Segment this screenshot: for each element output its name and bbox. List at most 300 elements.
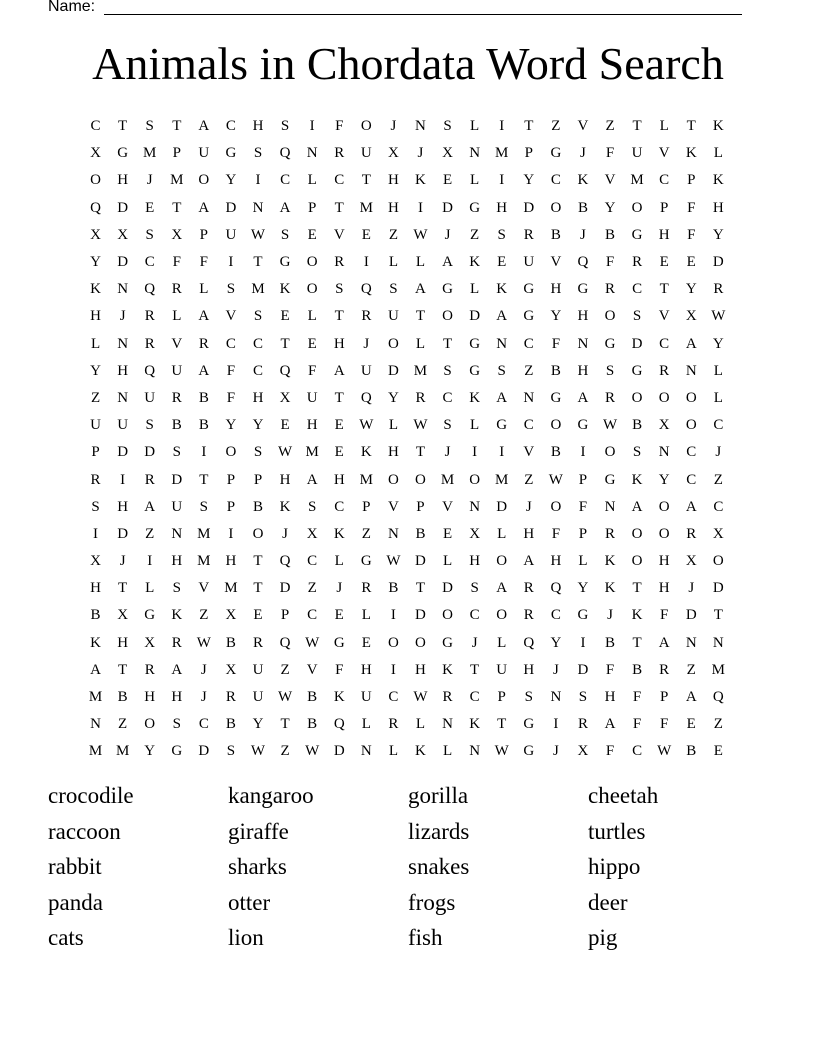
grid-letter: L bbox=[713, 145, 723, 162]
grid-letter: L bbox=[442, 553, 453, 570]
grid-letter: G bbox=[496, 417, 508, 434]
grid-letter: S bbox=[280, 226, 290, 243]
grid-letter: F bbox=[335, 118, 344, 135]
grid-letter: A bbox=[496, 308, 508, 325]
grid-letter: R bbox=[686, 525, 697, 542]
grid-letter: F bbox=[660, 607, 669, 624]
grid-letter: A bbox=[144, 498, 156, 515]
grid-letter: T bbox=[524, 118, 534, 135]
grid-letter: R bbox=[713, 281, 724, 298]
grid-letter: A bbox=[198, 362, 210, 379]
grid-letter: G bbox=[523, 743, 535, 760]
grid-letter: H bbox=[117, 498, 129, 515]
grid-letter: D bbox=[442, 199, 453, 216]
grid-letter: N bbox=[252, 199, 264, 216]
grid-letter: O bbox=[631, 553, 643, 570]
grid-letter: C bbox=[686, 444, 697, 461]
grid-letter: X bbox=[117, 607, 129, 624]
grid-letter: T bbox=[253, 553, 263, 570]
grid-letter: C bbox=[469, 689, 480, 706]
grid-letter: H bbox=[171, 553, 183, 570]
grid-letter: H bbox=[360, 661, 372, 678]
grid-row bbox=[82, 738, 732, 765]
grid-letter: D bbox=[496, 498, 508, 515]
grid-letter: S bbox=[578, 689, 588, 706]
grid-row bbox=[82, 358, 732, 385]
grid-letter: W bbox=[413, 226, 428, 243]
grid-letter: S bbox=[632, 308, 642, 325]
grid-letter: R bbox=[577, 716, 588, 733]
grid-letter: H bbox=[252, 118, 264, 135]
grid-letter: X bbox=[144, 634, 156, 651]
grid-letter: O bbox=[604, 444, 616, 461]
grid-letter: M bbox=[495, 145, 509, 162]
grid-letter: Q bbox=[333, 716, 345, 733]
grid-letter: L bbox=[388, 743, 398, 760]
grid-letter: Y bbox=[658, 471, 670, 488]
grid-letter: E bbox=[361, 226, 371, 243]
grid-letter: T bbox=[334, 389, 344, 406]
grid-letter: C bbox=[550, 607, 561, 624]
grid-letter: P bbox=[226, 498, 236, 515]
grid-letter: G bbox=[469, 199, 481, 216]
grid-letter: P bbox=[253, 471, 263, 488]
grid-letter: P bbox=[199, 226, 209, 243]
grid-letter: D bbox=[415, 553, 426, 570]
grid-letter: W bbox=[250, 743, 266, 760]
grid-letter: R bbox=[523, 226, 534, 243]
grid-letter: V bbox=[523, 444, 535, 461]
grid-letter: N bbox=[712, 634, 724, 651]
grid-letter: S bbox=[226, 743, 236, 760]
grid-letter: Y bbox=[225, 172, 237, 189]
grid-letter: J bbox=[444, 226, 451, 243]
grid-letter: M bbox=[630, 172, 644, 189]
grid-letter: W bbox=[657, 743, 672, 760]
grid-letter: S bbox=[145, 118, 154, 135]
grid-letter: F bbox=[307, 362, 317, 379]
grid-letter: G bbox=[469, 335, 481, 352]
grid-letter: O bbox=[387, 634, 399, 651]
grid-letter: H bbox=[658, 553, 670, 570]
grid-letter: B bbox=[577, 199, 588, 216]
grid-letter: U bbox=[496, 661, 508, 678]
grid-letter: O bbox=[415, 471, 426, 488]
grid-letter: O bbox=[306, 281, 318, 298]
grid-row bbox=[82, 494, 732, 521]
grid-letter: J bbox=[119, 308, 126, 325]
grid-letter: R bbox=[388, 716, 399, 733]
grid-letter: T bbox=[632, 634, 642, 651]
grid-letter: I bbox=[255, 172, 261, 189]
grid-letter: S bbox=[470, 580, 479, 597]
grid-letter: Y bbox=[577, 580, 589, 597]
grid-letter: O bbox=[658, 525, 670, 542]
grid-letter: T bbox=[632, 118, 642, 135]
name-field bbox=[48, 0, 742, 17]
grid-letter: T bbox=[172, 199, 182, 216]
grid-letter: K bbox=[415, 743, 426, 760]
grid-letter: R bbox=[225, 689, 236, 706]
grid-letter: R bbox=[144, 308, 155, 325]
grid-letter: D bbox=[712, 580, 724, 597]
grid-letter: I bbox=[390, 661, 396, 678]
grid-letter: X bbox=[279, 389, 291, 406]
grid-letter: X bbox=[306, 525, 318, 542]
name-label: Name: bbox=[48, 0, 96, 15]
grid-letter: G bbox=[631, 362, 643, 379]
grid-letter: B bbox=[117, 689, 128, 706]
grid-letter: P bbox=[172, 145, 181, 162]
grid-letter: S bbox=[253, 308, 263, 325]
grid-letter: F bbox=[687, 226, 696, 243]
grid-letter: K bbox=[712, 118, 724, 135]
grid-letter: C bbox=[550, 172, 561, 189]
grid-letter: C bbox=[280, 172, 291, 189]
grid-letter: A bbox=[685, 498, 697, 515]
grid-letter: D bbox=[117, 444, 129, 461]
grid-letter: K bbox=[442, 661, 453, 678]
grid-letter: D bbox=[144, 444, 156, 461]
grid-letter: C bbox=[307, 607, 318, 624]
grid-letter: R bbox=[171, 281, 182, 298]
grid-letter: R bbox=[632, 254, 643, 271]
grid-letter: O bbox=[387, 335, 399, 352]
grid-letter: H bbox=[523, 525, 535, 542]
grid-letter: D bbox=[523, 199, 535, 216]
grid-letter: X bbox=[387, 145, 399, 162]
grid-letter: A bbox=[198, 199, 210, 216]
grid-letter: T bbox=[199, 471, 209, 488]
grid-letter: K bbox=[469, 254, 481, 271]
grid-letter: P bbox=[280, 607, 290, 624]
grid-letter: C bbox=[388, 689, 399, 706]
grid-letter: L bbox=[307, 308, 317, 325]
grid-letter: C bbox=[523, 335, 534, 352]
grid-letter: J bbox=[471, 634, 478, 651]
grid-letter: L bbox=[415, 335, 426, 352]
word-list-item: lion bbox=[228, 925, 264, 951]
grid-letter: O bbox=[442, 607, 453, 624]
grid-letter: H bbox=[90, 580, 101, 597]
grid-letter: Q bbox=[360, 389, 372, 406]
grid-letter: O bbox=[631, 525, 643, 542]
grid-letter: X bbox=[685, 308, 697, 325]
grid-letter: C bbox=[307, 553, 318, 570]
grid-letter: L bbox=[90, 335, 101, 352]
grid-letter: V bbox=[333, 226, 345, 243]
grid-letter: J bbox=[552, 743, 559, 760]
grid-letter: B bbox=[307, 689, 318, 706]
grid-letter: J bbox=[688, 580, 695, 597]
grid-letter: W bbox=[278, 444, 293, 461]
grid-letter: S bbox=[632, 444, 642, 461]
grid-letter: C bbox=[713, 417, 724, 434]
grid-letter: I bbox=[553, 716, 559, 733]
grid-letter: R bbox=[659, 661, 670, 678]
grid-letter: E bbox=[686, 254, 696, 271]
grid-letter: N bbox=[117, 281, 129, 298]
word-list-item: rabbit bbox=[48, 854, 102, 880]
grid-letter: I bbox=[472, 444, 478, 461]
grid-letter: Z bbox=[90, 389, 101, 406]
grid-row bbox=[82, 140, 732, 167]
grid-letter: L bbox=[361, 716, 371, 733]
grid-letter: X bbox=[469, 525, 481, 542]
grid-letter: A bbox=[658, 634, 670, 651]
grid-letter: G bbox=[550, 389, 562, 406]
grid-letter: T bbox=[415, 308, 426, 325]
grid-letter: O bbox=[469, 471, 481, 488]
grid-letter: Q bbox=[279, 634, 291, 651]
grid-letter: W bbox=[359, 417, 374, 434]
grid-letter: D bbox=[171, 471, 183, 488]
grid-letter: J bbox=[417, 145, 424, 162]
grid-letter: L bbox=[470, 417, 480, 434]
grid-letter: I bbox=[228, 525, 234, 542]
grid-letter: L bbox=[388, 254, 398, 271]
word-list-item: hippo bbox=[588, 854, 641, 880]
grid-letter: G bbox=[171, 743, 183, 760]
grid-letter: A bbox=[577, 389, 589, 406]
grid-letter: X bbox=[117, 226, 129, 243]
grid-letter: B bbox=[198, 389, 209, 406]
grid-letter: U bbox=[360, 145, 372, 162]
grid-letter: G bbox=[631, 226, 643, 243]
grid-letter: X bbox=[225, 661, 237, 678]
grid-letter: U bbox=[252, 661, 264, 678]
grid-letter: Y bbox=[550, 634, 562, 651]
grid-letter: A bbox=[415, 281, 426, 298]
grid-letter: E bbox=[145, 199, 155, 216]
grid-letter: H bbox=[577, 362, 589, 379]
grid-letter: U bbox=[631, 145, 643, 162]
grid-letter: C bbox=[90, 118, 101, 135]
grid-letter: C bbox=[225, 335, 236, 352]
grid-letter: J bbox=[580, 145, 586, 162]
grid-letter: A bbox=[198, 118, 210, 135]
grid-letter: A bbox=[496, 389, 508, 406]
grid-letter: Y bbox=[550, 308, 562, 325]
grid-letter: N bbox=[442, 716, 453, 733]
grid-letter: C bbox=[659, 172, 670, 189]
name-underline bbox=[104, 14, 742, 15]
grid-letter: H bbox=[496, 199, 508, 216]
grid-letter: O bbox=[685, 417, 697, 434]
grid-letter: U bbox=[360, 689, 372, 706]
grid-letter: F bbox=[578, 498, 588, 515]
grid-letter: L bbox=[145, 580, 155, 597]
grid-letter: Z bbox=[118, 716, 128, 733]
grid-letter: F bbox=[687, 199, 696, 216]
grid-letter: H bbox=[252, 389, 264, 406]
grid-letter: H bbox=[577, 308, 589, 325]
grid-letter: G bbox=[604, 335, 616, 352]
grid-row bbox=[82, 303, 732, 330]
grid-letter: G bbox=[469, 362, 481, 379]
grid-letter: E bbox=[334, 444, 344, 461]
grid-letter: H bbox=[333, 471, 345, 488]
grid-letter: S bbox=[172, 716, 181, 733]
grid-letter: B bbox=[388, 580, 399, 597]
grid-letter: V bbox=[171, 335, 183, 352]
grid-letter: G bbox=[523, 308, 535, 325]
grid-letter: X bbox=[171, 226, 183, 243]
grid-letter: M bbox=[197, 525, 211, 542]
grid-letter: R bbox=[198, 335, 209, 352]
grid-letter: N bbox=[360, 743, 372, 760]
word-list-item: snakes bbox=[408, 854, 470, 880]
word-list-item: crocodile bbox=[48, 783, 134, 808]
grid-letter: D bbox=[198, 743, 210, 760]
grid-letter: Y bbox=[90, 362, 101, 379]
grid-letter: S bbox=[253, 145, 263, 162]
grid-letter: H bbox=[658, 226, 670, 243]
grid-letter: S bbox=[172, 444, 181, 461]
grid-letter: N bbox=[577, 335, 589, 352]
grid-letter: R bbox=[605, 525, 616, 542]
grid-letter: E bbox=[253, 607, 263, 624]
grid-letter: J bbox=[525, 498, 532, 515]
grid-letter: D bbox=[387, 362, 399, 379]
grid-letter: J bbox=[336, 580, 343, 597]
grid-letter: A bbox=[523, 553, 535, 570]
grid-letter: J bbox=[119, 553, 126, 570]
grid-letter: O bbox=[306, 254, 318, 271]
grid-letter: K bbox=[333, 525, 345, 542]
word-list-item: sharks bbox=[228, 854, 287, 880]
grid-letter: C bbox=[632, 743, 643, 760]
grid-letter: C bbox=[253, 362, 264, 379]
grid-letter: Q bbox=[144, 281, 156, 298]
grid-letter: F bbox=[226, 362, 236, 379]
grid-letter: T bbox=[280, 716, 290, 733]
grid-letter: U bbox=[252, 689, 264, 706]
grid-letter: V bbox=[306, 661, 318, 678]
grid-letter: E bbox=[280, 308, 290, 325]
grid-letter: Q bbox=[550, 580, 562, 597]
grid-letter: Z bbox=[713, 716, 723, 733]
grid-letter: N bbox=[171, 525, 183, 542]
grid-letter: Z bbox=[388, 226, 398, 243]
grid-letter: H bbox=[117, 362, 129, 379]
word-list-item: deer bbox=[588, 889, 628, 915]
grid-letter: S bbox=[524, 689, 533, 706]
grid-letter: R bbox=[659, 362, 670, 379]
grid-letter: G bbox=[360, 553, 372, 570]
grid-letter: H bbox=[415, 661, 426, 678]
grid-letter: Z bbox=[280, 661, 290, 678]
grid-letter: N bbox=[469, 145, 481, 162]
grid-letter: D bbox=[117, 199, 129, 216]
word-list-item: turtles bbox=[588, 818, 646, 844]
grid-letter: V bbox=[658, 145, 670, 162]
grid-letter: L bbox=[470, 172, 480, 189]
grid-letter: J bbox=[363, 335, 370, 352]
grid-letter: I bbox=[147, 553, 153, 570]
grid-letter: Z bbox=[280, 743, 290, 760]
grid-letter: L bbox=[659, 118, 669, 135]
grid-letter: K bbox=[90, 281, 101, 298]
grid-letter: K bbox=[171, 607, 183, 624]
grid-row bbox=[82, 385, 732, 412]
grid-letter: P bbox=[578, 525, 588, 542]
grid-letter: G bbox=[333, 634, 345, 651]
grid-letter: I bbox=[363, 254, 369, 271]
grid-letter: B bbox=[307, 716, 318, 733]
grid-letter: I bbox=[390, 607, 396, 624]
grid-letter: F bbox=[632, 716, 642, 733]
grid-letter: C bbox=[225, 118, 236, 135]
word-list-item: panda bbox=[48, 889, 103, 915]
grid-letter: J bbox=[200, 661, 207, 678]
grid-letter: E bbox=[280, 417, 290, 434]
grid-letter: A bbox=[333, 362, 345, 379]
grid-letter: B bbox=[90, 607, 101, 624]
grid-letter: A bbox=[496, 580, 508, 597]
grid-letter: R bbox=[144, 335, 155, 352]
grid-letter: Q bbox=[577, 254, 589, 271]
grid-letter: F bbox=[551, 525, 561, 542]
grid-letter: Z bbox=[713, 471, 723, 488]
grid-letter: L bbox=[713, 389, 723, 406]
grid-letter: N bbox=[415, 118, 426, 135]
grid-row bbox=[82, 521, 732, 548]
grid-letter: A bbox=[685, 689, 697, 706]
grid-letter: L bbox=[442, 743, 453, 760]
grid-row bbox=[82, 331, 732, 358]
grid-letter: R bbox=[90, 471, 101, 488]
grid-letter: D bbox=[577, 661, 589, 678]
grid-row bbox=[82, 657, 732, 684]
grid-letter: C bbox=[659, 335, 670, 352]
grid-letter: S bbox=[443, 417, 452, 434]
grid-letter: S bbox=[172, 580, 181, 597]
grid-letter: N bbox=[469, 743, 481, 760]
grid-letter: T bbox=[415, 580, 426, 597]
grid-letter: V bbox=[604, 172, 616, 189]
grid-letter: A bbox=[90, 661, 101, 678]
grid-letter: S bbox=[389, 281, 398, 298]
grid-letter: X bbox=[225, 607, 237, 624]
grid-letter: K bbox=[631, 471, 643, 488]
grid-letter: D bbox=[469, 308, 481, 325]
grid-letter: T bbox=[253, 254, 263, 271]
grid-letter: X bbox=[90, 553, 101, 570]
grid-letter: O bbox=[631, 199, 643, 216]
grid-letter: K bbox=[360, 444, 372, 461]
grid-letter: I bbox=[499, 444, 505, 461]
grid-letter: E bbox=[659, 254, 669, 271]
grid-letter: W bbox=[548, 471, 563, 488]
grid-letter: A bbox=[442, 254, 453, 271]
grid-letter: T bbox=[118, 118, 128, 135]
grid-letter: R bbox=[334, 145, 345, 162]
grid-letter: S bbox=[605, 362, 615, 379]
grid-letter: U bbox=[171, 362, 183, 379]
grid-letter: E bbox=[713, 743, 723, 760]
grid-letter: H bbox=[658, 580, 670, 597]
grid-letter: N bbox=[387, 525, 399, 542]
grid-letter: G bbox=[523, 716, 535, 733]
word-list-item: giraffe bbox=[228, 818, 289, 844]
grid-letter: O bbox=[90, 172, 101, 189]
grid-letter: P bbox=[307, 199, 317, 216]
grid-letter: L bbox=[497, 525, 507, 542]
grid-letter: U bbox=[225, 226, 237, 243]
grid-letter: Z bbox=[307, 580, 317, 597]
grid-letter: N bbox=[685, 634, 697, 651]
